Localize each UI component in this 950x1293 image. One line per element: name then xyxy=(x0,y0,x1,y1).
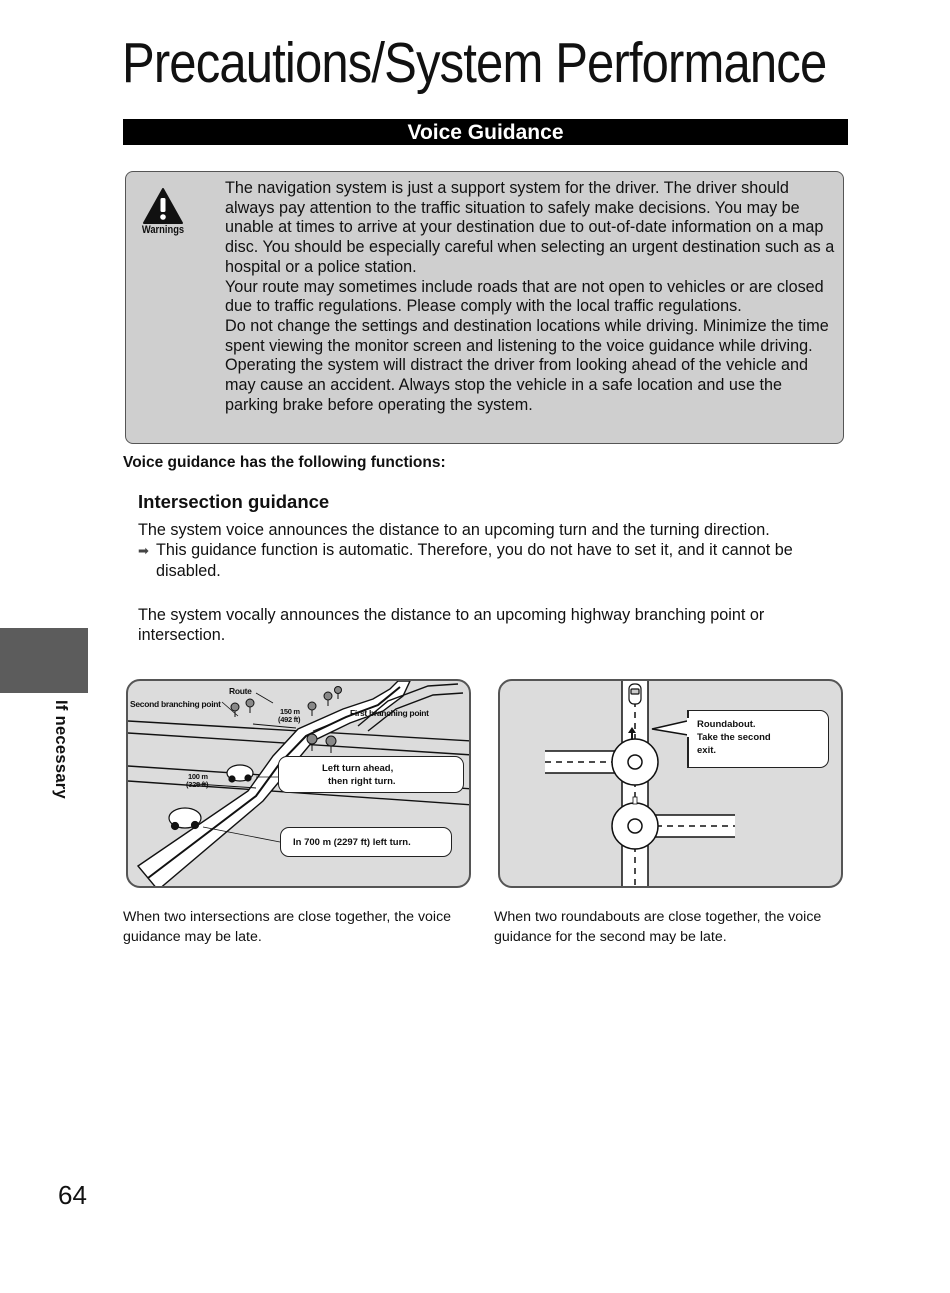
warning-paragraph: The navigation system is just a support system for the driver. The driver should always pay attention to the traffic situation to safely make decisions. You may be unable at times to arrive at your destination due to out-of-date information on a map disc. You should be especially careful when selecting an urgent destination such as a hospital or a police station. xyxy=(225,179,835,276)
arrow-right-icon: ➡ xyxy=(138,543,149,558)
left-turn-callout xyxy=(278,756,464,793)
note-line-1: This guidance function is automatic. Therefore, you do not have to set it, and it cannot be xyxy=(156,541,793,559)
warning-paragraph: Do not change the settings and destination locations while driving. Minimize the time spent viewing the monitor screen and listening to the voice guidance while driving. Operating the system will distract the driver from looking ahead of the vehicle and may cause an accident. Always stop the vehicle in a safe location and use the parking brake before operating the system. xyxy=(225,316,829,414)
warning-triangle-icon xyxy=(142,187,184,225)
branching-description: The system vocally announces the distance to an upcoming highway branching point or intersection. xyxy=(138,606,765,644)
second-branching-label: Second branching point xyxy=(130,699,221,709)
section-title: Voice Guidance xyxy=(123,119,848,145)
intersection-figure xyxy=(126,679,471,888)
distance-100-ft-label: (328 ft) xyxy=(186,780,209,789)
distance-100-label: 100 m xyxy=(188,772,208,781)
warning-text xyxy=(225,179,837,415)
distance-150-label: 150 m xyxy=(280,707,300,716)
intersection-heading: Intersection guidance xyxy=(138,491,330,512)
automatic-note xyxy=(138,540,848,582)
callout-line: Roundabout. xyxy=(697,719,756,730)
first-branching-label: First branching point xyxy=(350,708,429,718)
700m-callout xyxy=(280,827,452,857)
side-tab-label: If necessary xyxy=(52,700,70,799)
figure1-caption: When two intersections are close together, the voice guidance may be late. xyxy=(123,909,452,945)
callout-edge xyxy=(687,710,689,718)
car-icon xyxy=(629,684,641,704)
warning-label: Warnings xyxy=(141,224,185,236)
callout-line: exit. xyxy=(697,745,717,756)
car-icon xyxy=(169,808,201,830)
route-label: Route xyxy=(229,686,252,696)
note-line-2: disabled. xyxy=(156,562,221,580)
page-number: 64 xyxy=(58,1180,87,1210)
callout-edge xyxy=(687,737,689,768)
page-title: Precautions/System Performance xyxy=(122,31,827,95)
callout-line: Left turn ahead, xyxy=(322,763,394,774)
functions-intro: Voice guidance has the following functions: xyxy=(123,454,446,471)
intersection-description: The system voice announces the distance to an upcoming turn and the turning direction. xyxy=(138,521,770,539)
warning-box xyxy=(125,171,844,444)
figure2-caption: When two roundabouts are close together, the voice guidance for the second may be late. xyxy=(494,909,822,945)
distance-150-ft-label: (492 ft) xyxy=(278,715,301,724)
roundabout-callout xyxy=(687,710,829,768)
callout-line: then right turn. xyxy=(328,776,396,787)
callout-line: In 700 m (2297 ft) left turn. xyxy=(293,837,411,848)
car-icon xyxy=(227,765,253,782)
side-tab xyxy=(0,628,88,693)
warning-paragraph: Your route may sometimes include roads that are not open to vehicles or are closed due to traffic regulations. Please comply with the local traffic regulations. xyxy=(225,277,824,316)
callout-line: Take the second xyxy=(697,732,771,743)
roundabout-figure xyxy=(498,679,843,888)
